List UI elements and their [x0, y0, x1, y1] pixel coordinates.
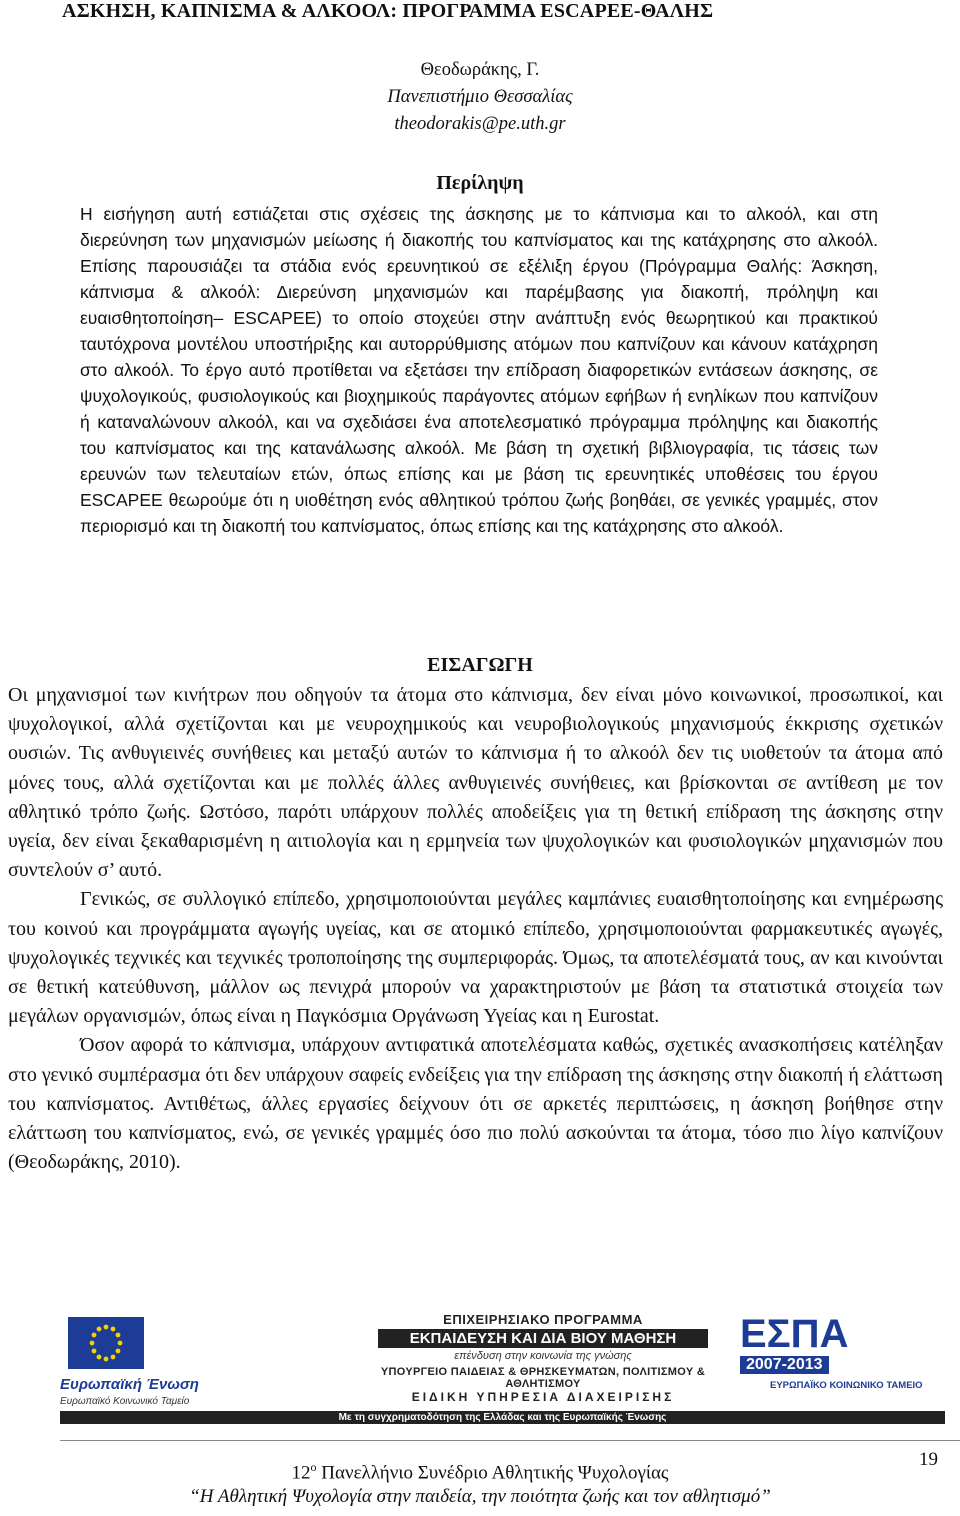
introduction-body [8, 681, 943, 1177]
eu-stars-icon [68, 1317, 144, 1369]
conference-name [0, 1460, 960, 1484]
eu-name: Ευρωπαϊκή Ένωση [60, 1376, 199, 1393]
introduction-paragraph: Όσον αφορά το κάπνισμα, υπάρχουν αντιφατικά αποτελέσματα καθώς, σχετικές ανασκοπήσεις κατέληξαν στο γενικό συμπέρασμα ότι δεν υπάρχουν σαφείς ενδείξεις για την επίδραση της άσκησης στην διακοπή ή ελάττωση του καπνίσματος. Αντιθέτως, άλλες εργασίες δείχνουν ότι σε αρκετές περιπτώσεις, η άσκηση βοήθησε στην ελάττωση του καπνίσματος, ενώ, σε γενικές γραμμές όσο πιο πολύ ασκούνται τα άτομα, τόσο πιο λίγο καπνίζουν (Θεοδωράκης, 2010). [8, 1034, 943, 1174]
ministry-name: ΥΠΟΥΡΓΕΙΟ ΠΑΙΔΕΙΑΣ & ΘΡΗΣΚΕΥΜΑΤΩΝ, ΠΟΛΙΤΙΣΜΟΥ & ΑΘΛΗΤΙΣΜΟΥ [380, 1366, 706, 1390]
espa-word: ΕΣΠΑ [740, 1312, 849, 1356]
conference-subtitle: “Η Αθλητική Ψυχολογία στην παιδεία, την ποιότητα ζωής και τον αθλητισμό” [189, 1486, 771, 1507]
introduction-heading: ΕΙΣΑΓΩΓΗ [427, 654, 533, 676]
page-number: 19 [919, 1449, 938, 1470]
author-email: theodorakis@pe.uth.gr [394, 114, 566, 134]
espa-fund: ΕΥΡΩΠΑΪΚΟ ΚΟΙΝΩΝΙΚΟ ΤΑΜΕΙΟ [770, 1380, 923, 1391]
op-motto: επένδυση στην κοινωνία της γνώσης [454, 1350, 632, 1362]
espa-logo [740, 1314, 945, 1391]
author-institution: Πανεπιστήμιο Θεσσαλίας [387, 87, 573, 107]
author-name: Θεοδωράκης, Γ. [420, 60, 540, 80]
funding-logos [60, 1312, 945, 1424]
op-name: ΕΚΠΑΙΔΕΥΣΗ ΚΑΙ ΔΙΑ ΒΙΟΥ ΜΑΘΗΣΗ [378, 1329, 708, 1348]
eu-flag-icon [68, 1317, 144, 1369]
introduction-paragraph: Γενικώς, σε συλλογικό επίπεδο, χρησιμοποιούνται μεγάλες καμπάνιες ευαισθητοποίησης και ενημέρωσης του κοινού και προγράμματα αγωγής υγείας, και σε ατομικό επίπεδο, χρησιμοποιούνται φαρμακευτικές αγωγές, ψυχολογικές τεχνικές και τεχνικές τροποποίησης της συμπεριφοράς. Όμως, τα αποτελέσματά τους, αν και κινούνται σε θετική κατεύθυνση, μάλλον ως πενιχρά μπορούν να χαρακτηριστούν με βάση τα στατιστικά στοιχεία των μεγάλων οργανισμών, όπως είναι η Παγκόσμια Οργάνωση Υγείας και η Eurostat. [8, 888, 943, 1028]
operational-programme-logo [378, 1312, 708, 1404]
abstract-text: Η εισήγηση αυτή εστιάζεται στις σχέσεις της άσκησης με το κάπνισμα και το αλκοόλ, και στη διερεύνηση των μηχανισμών μείωσης ή διακοπής του καπνίσματος και της κατάχρησης στο αλκοόλ. Επίσης παρουσιάζει τα στάδια ενός ερευνητικού σε εξέλιξη έργου (Πρόγραμμα Θαλής: Άσκηση, κάπνισμα & αλκοόλ: Διερεύνση μηχανισμών και παρέμβασης για διακοπή, πρόληψη και ευαισθητοποίηση– ESCAPEE) το οποίο στοχεύει στην ανάπτυξη ενός θεωρητικού και πρακτικού ταυτόχρονα μοντέλου υποστήριξης και αυτορρύθμισης ατόμων που καπνίζουν και κάνουν κατάχρηση στο αλκοόλ. Το έργο αυτό προτίθεται να εξετάσει την επίδραση διαφορετικών εντάσεων άσκησης, σε ψυχολογικούς, φυσιολογικούς και βιοχημικούς παράγοντες ατόμων εφήβων ή ενηλίκων που καπνίζουν ή καταναλώνουν αλκοόλ, και να σχεδιάσει ένα αποτελεσματικό πρόγραμμα πρόληψης και διακοπής του καπνίσματος και της κατανάλωσης αλκοόλ. Με βάση τη σχετική βιβλιογραφία, τις τάσεις των ερευνών των τελευταίων ετών, όπως επίσης και με βάση τις ερευνητικές υποθέσεις του έργου ESCAPEE θεωρούμε ότι η υιοθέτηση ενός αθλητικού τρόπου ζωής βοηθάει, σε γενικές γραμμές, στον περιορισμό και τη διακοπή του καπνίσματος, όπως επίσης και της κατάχρησης στο αλκοόλ. [80, 204, 878, 536]
author-block [0, 57, 960, 138]
eu-fund: Ευρωπαϊκό Κοινωνικό Ταμείο [60, 1396, 190, 1407]
espa-years: 2007-2013 [740, 1356, 829, 1374]
cofunding-bar: Με τη συγχρηματοδότηση της Ελλάδας και της Ευρωπαϊκής Ένωσης [60, 1411, 945, 1424]
abstract-heading: Περίληψη [436, 172, 524, 194]
op-title: ΕΠΙΧΕΙΡΗΣΙΑΚΟ ΠΡΟΓΡΑΜΜΑ [443, 1312, 643, 1327]
conference-title: Πανελλήνιο Συνέδριο Αθλητικής Ψυχολογίας [316, 1462, 669, 1484]
page-title: ΑΣΚΗΣΗ, ΚΑΠΝΙΣΜΑ & ΑΛΚΟΟΛ: ΠΡΟΓΡΑΜΜΑ ESCAPEE-ΘΑΛΗΣ [62, 0, 714, 22]
footer-divider [60, 1440, 960, 1441]
conference-ordinal: ο [310, 1460, 317, 1474]
conference-number: 12 [291, 1462, 311, 1484]
introduction-paragraph: Οι μηχανισμοί των κινήτρων που οδηγούν τα άτομα στο κάπνισμα, δεν είναι μόνο κοινωνικοί, προσωπικοί, και ψυχολογικοί, αλλά σχετίζονται και με νευροχημικούς και νευροβιολογικούς μηχανισμούς έκκρισης σχετικών ουσιών. Τις ανθυγιεινές συνήθειες και μεταξύ αυτών το κάπνισμα ή το αλκοόλ δεν τις υιοθετούν τα άτομα από μόνες τους, αλλά σχετίζονται και με πολλές άλλες ανθυγιεινές συνήθειες, και βρίσκονται σε αντίθεση με τον αθλητικό τρόπο ζωής. Ωστόσο, παρότι υπάρχουν πολλές αποδείξεις για τη θετική επίδραση της άσκησης στην υγεία, δεν είναι ξεκαθαρισμένη η αιτιολογία και η ερμηνεία των ψυχολογικών και φυσιολογικών μηχανισμών που συντελούν σ’ αυτό. [8, 684, 943, 882]
management-service: ΕΙΔΙΚΗ ΥΠΗΡΕΣΙΑ ΔΙΑΧΕΙΡΙΣΗΣ [411, 1390, 675, 1404]
